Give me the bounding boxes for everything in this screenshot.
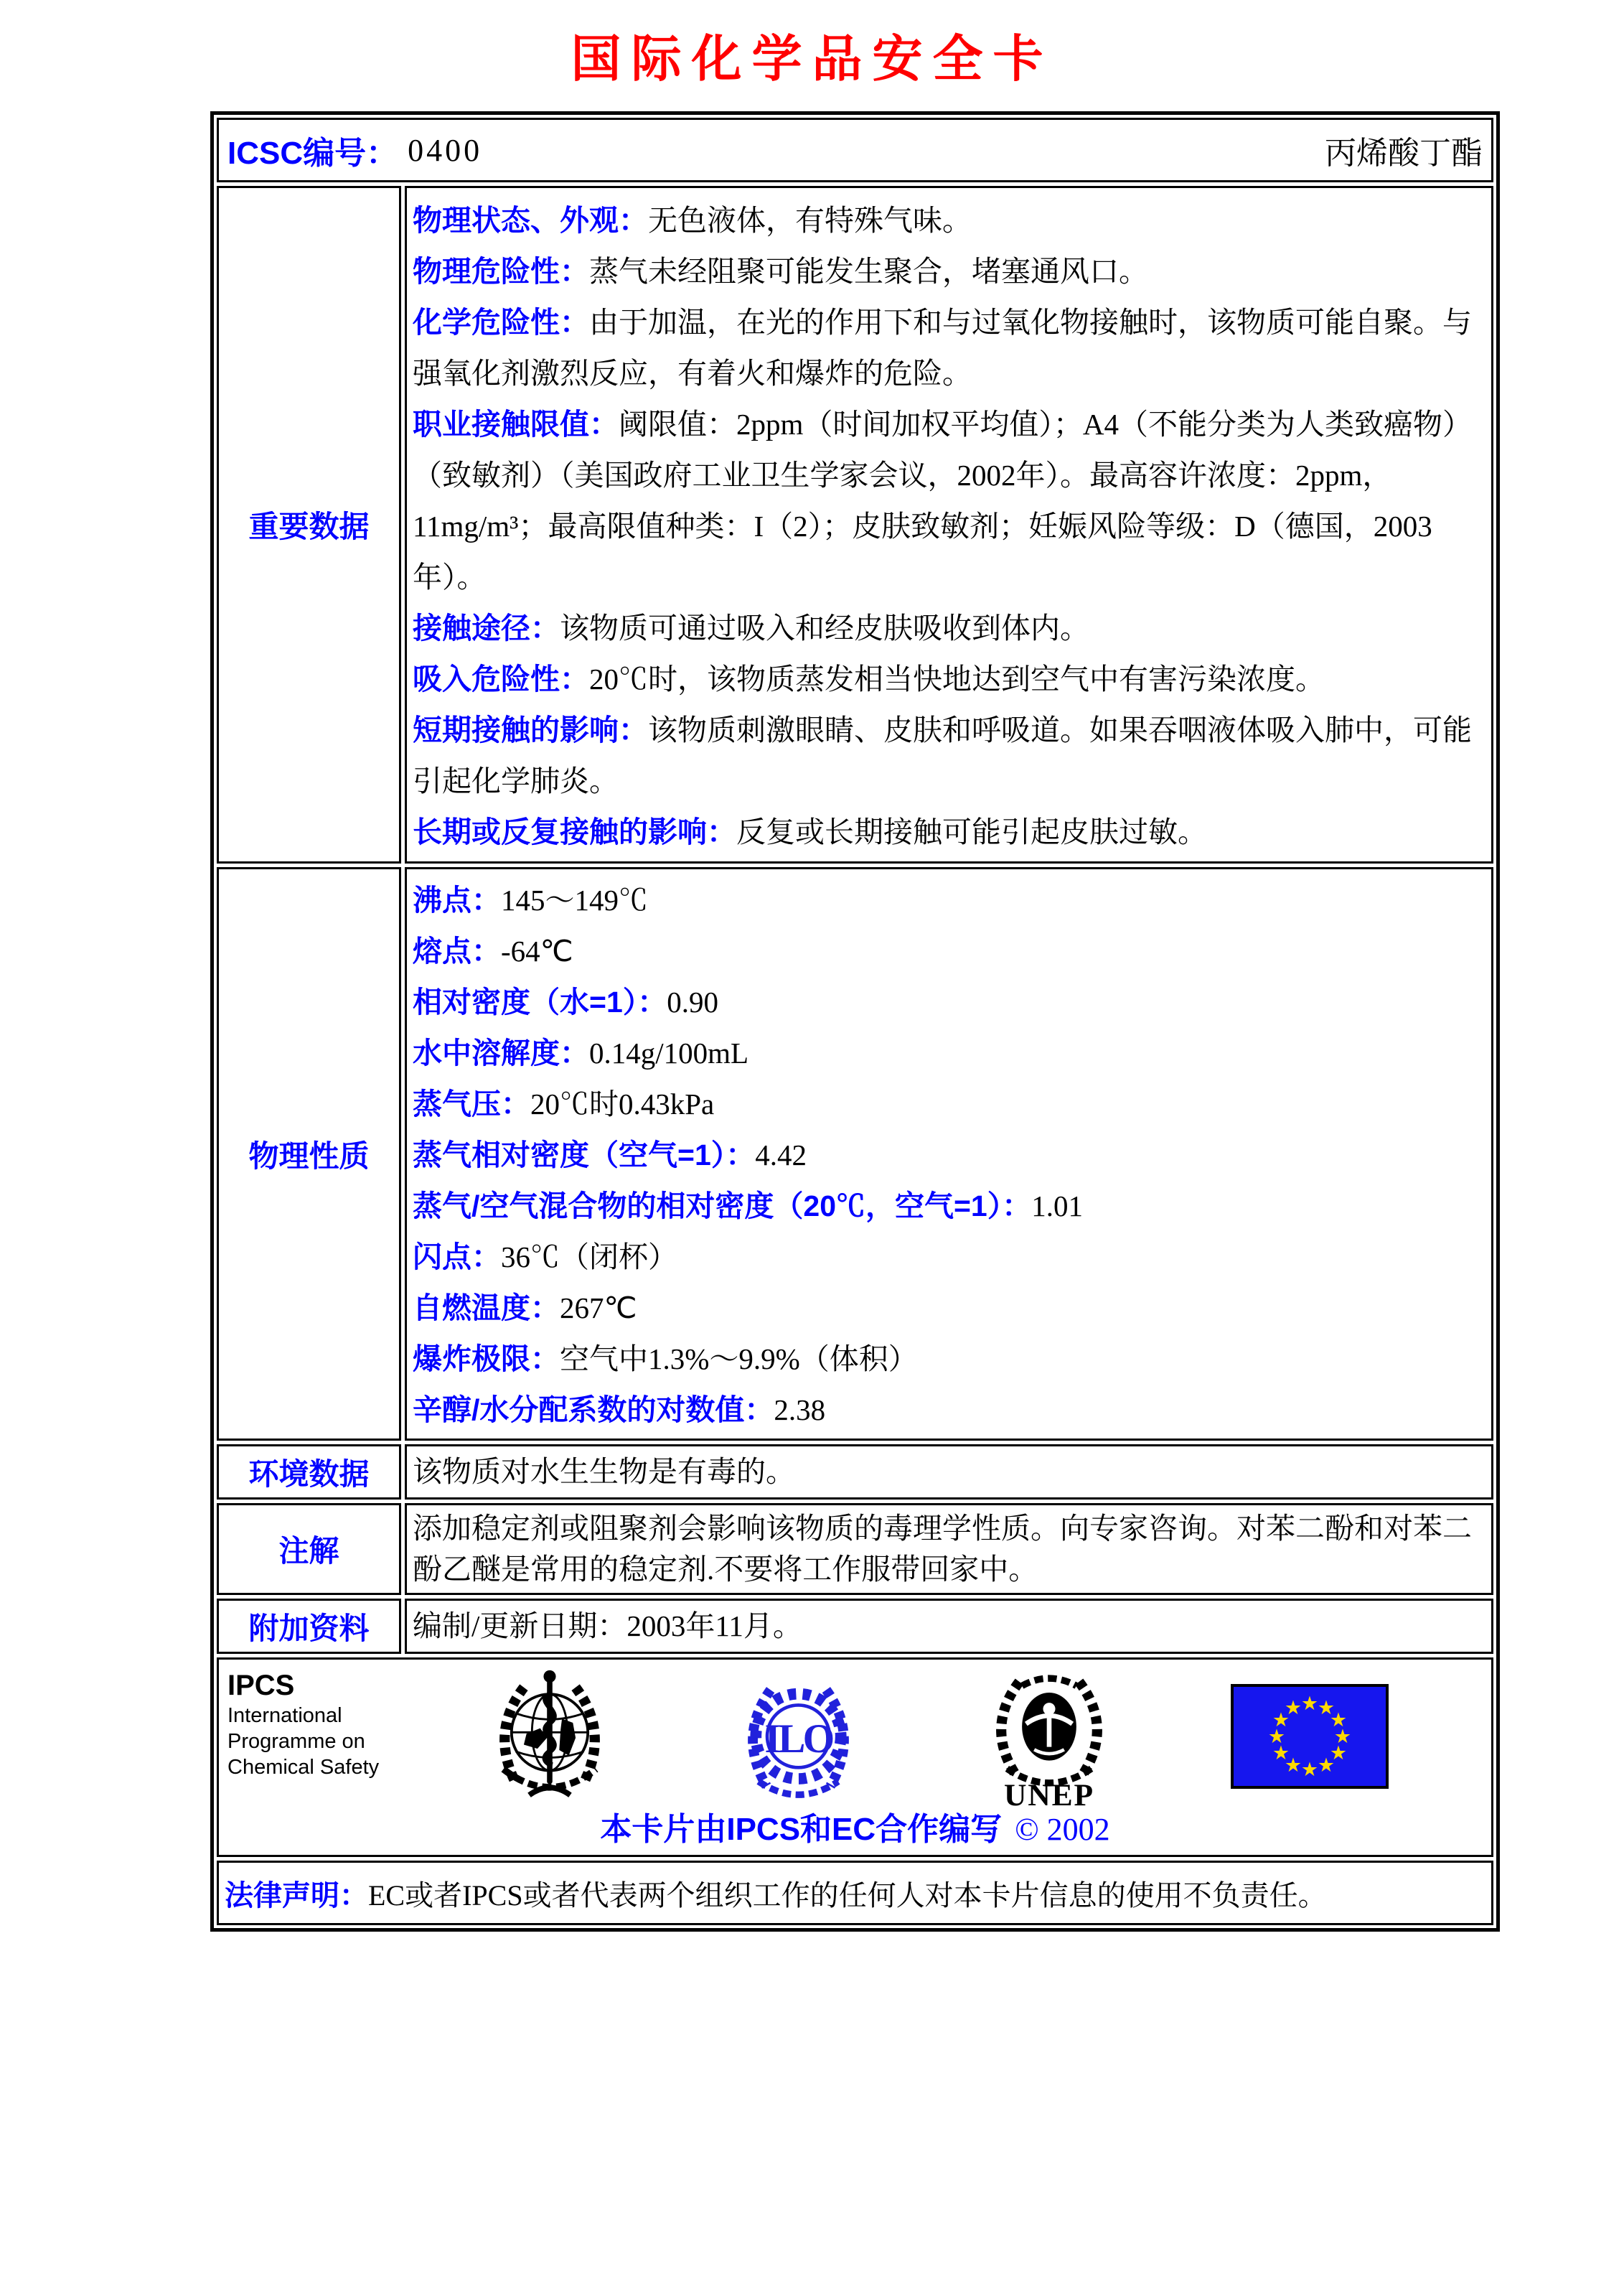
physical-properties-section-label: 物理性质 — [217, 867, 401, 1441]
svg-text:★: ★ — [1300, 1693, 1319, 1715]
physical-property-item — [413, 875, 1484, 926]
important-data-item — [413, 807, 1484, 858]
unep-logo-icon — [981, 1667, 1117, 1819]
item-label: 熔点： — [413, 935, 501, 968]
additional-info-content — [405, 1599, 1493, 1654]
item-label: 蒸气压： — [413, 1087, 530, 1121]
notes-section-label: 注解 — [217, 1503, 401, 1595]
ipcs-acronym: IPCS — [227, 1670, 295, 1701]
important-data-item — [413, 399, 1484, 603]
svg-text:★: ★ — [1272, 1742, 1290, 1764]
ipcs-line: Chemical Safety — [227, 1756, 380, 1779]
icsc-number-label: ICSC编号： — [227, 136, 398, 171]
svg-text:★: ★ — [1272, 1709, 1290, 1731]
svg-text:★: ★ — [1284, 1697, 1303, 1719]
item-text: 2.38 — [774, 1393, 826, 1426]
header-cell — [217, 118, 1493, 182]
item-label: 物理危险性： — [413, 255, 589, 288]
item-label: 水中溶解度： — [413, 1037, 589, 1070]
item-label: 蒸气相对密度（空气=1）： — [413, 1138, 756, 1171]
additional-info-section-label: 附加资料 — [217, 1599, 401, 1654]
item-text: 蒸气未经阻聚可能发生聚合，堵塞通风口。 — [589, 255, 1148, 288]
physical-property-item — [413, 1232, 1484, 1283]
credit-text: 本卡片由IPCS和EC合作编写 — [600, 1812, 1003, 1847]
who-logo-icon — [482, 1665, 618, 1809]
item-label: 化学危险性： — [413, 306, 589, 339]
item-label: 吸入危险性： — [413, 663, 589, 696]
item-text: 该物质对水生生物是有毒的。 — [413, 1455, 795, 1488]
item-label: 自燃温度： — [413, 1291, 560, 1324]
item-text: 36℃（闭杯） — [501, 1240, 677, 1273]
physical-property-item — [413, 1079, 1484, 1130]
physical-property-item — [413, 1130, 1484, 1181]
item-text: 20℃时0.43kPa — [530, 1087, 715, 1121]
item-text: 0.14g/100mL — [589, 1037, 749, 1070]
environmental-data-section-label: 环境数据 — [217, 1444, 401, 1500]
ipcs-text-block — [227, 1668, 379, 1780]
physical-property-item — [413, 926, 1484, 977]
legal-cell — [217, 1861, 1493, 1925]
item-label: 辛醇/水分配系数的对数值： — [413, 1393, 774, 1426]
item-label: 相对密度（水=1）： — [413, 986, 667, 1019]
ilo-letters: ILO — [764, 1716, 832, 1762]
item-label: 长期或反复接触的影响： — [413, 815, 736, 848]
item-text: 由于加温，在光的作用下和与过氧化物接触时，该物质可能自聚。与强氧化剂激烈反应，有着火和爆炸的危险。 — [413, 306, 1472, 390]
physical-property-item — [413, 1028, 1484, 1079]
item-label: 接触途径： — [413, 612, 560, 645]
item-text: 4.42 — [755, 1138, 807, 1171]
svg-text:★: ★ — [1284, 1754, 1303, 1777]
item-text: 空气中1.3%～9.9%（体积） — [560, 1342, 918, 1375]
svg-text:★: ★ — [1267, 1726, 1286, 1748]
item-label: 闪点： — [413, 1240, 501, 1273]
physical-properties-content — [405, 867, 1493, 1441]
organizations-cell — [217, 1657, 1493, 1857]
important-data-item — [413, 246, 1484, 297]
svg-text:★: ★ — [1317, 1697, 1336, 1719]
svg-text:★: ★ — [1333, 1726, 1352, 1748]
physical-property-item — [413, 1283, 1484, 1334]
important-data-content — [405, 186, 1493, 864]
svg-text:★: ★ — [1329, 1742, 1348, 1764]
environmental-data-row — [217, 1444, 1493, 1500]
important-data-row — [217, 186, 1493, 864]
item-text: 0.90 — [667, 986, 718, 1019]
organizations-row — [217, 1657, 1493, 1857]
item-label: 短期接触的影响： — [413, 714, 648, 747]
additional-info-row — [217, 1599, 1493, 1654]
item-text: 145～149℃ — [501, 884, 648, 917]
legal-text: EC或者IPCS或者代表两个组织工作的任何人对本卡片信息的使用不负责任。 — [368, 1879, 1327, 1912]
environmental-data-content — [405, 1444, 1493, 1500]
ipcs-line: Programme on — [227, 1730, 365, 1753]
item-text: 反复或长期接触可能引起皮肤过敏。 — [736, 815, 1207, 848]
item-label: 职业接触限值： — [413, 408, 619, 441]
item-text: 1.01 — [1031, 1189, 1083, 1222]
page-title: 国际化学品安全卡 — [571, 32, 1053, 88]
eu-flag-icon — [1231, 1684, 1389, 1789]
physical-property-item — [413, 1181, 1484, 1232]
item-text: 20℃时，该物质蒸发相当快地达到空气中有害污染浓度。 — [589, 663, 1325, 696]
icsc-number-value: 0400 — [408, 132, 483, 168]
notes-row — [217, 1503, 1493, 1595]
physical-property-item — [413, 977, 1484, 1028]
important-data-section-label: 重要数据 — [217, 186, 401, 864]
unep-caption: UNEP — [1003, 1778, 1095, 1813]
item-label: 爆炸极限： — [413, 1342, 560, 1375]
item-label: 沸点： — [413, 884, 501, 917]
chemical-name: 丙烯酸丁酯 — [1325, 136, 1483, 171]
credit-year: © 2002 — [1015, 1812, 1110, 1847]
important-data-item — [413, 603, 1484, 654]
credit-line — [219, 1803, 1491, 1849]
item-text: 该物质刺激眼睛、皮肤和呼吸道。如果吞咽液体吸入肺中，可能引起化学肺炎。 — [413, 714, 1472, 797]
physical-properties-row — [217, 867, 1493, 1441]
svg-text:★: ★ — [1300, 1759, 1319, 1781]
item-label: 物理状态、外观： — [413, 204, 648, 237]
important-data-item — [413, 195, 1484, 246]
physical-property-item — [413, 1334, 1484, 1385]
icsc-card-table — [210, 111, 1500, 1932]
legal-row — [217, 1861, 1493, 1925]
header-row — [217, 118, 1493, 182]
item-text: 编制/更新日期：2003年11月。 — [413, 1609, 802, 1642]
physical-property-item — [413, 1385, 1484, 1436]
important-data-item — [413, 705, 1484, 807]
ipcs-line: International — [227, 1704, 342, 1727]
svg-text:★: ★ — [1329, 1709, 1348, 1731]
item-text: 添加稳定剂或阻聚剂会影响该物质的毒理学性质。向专家咨询。对苯二酚和对苯二酚乙醚是常用的稳定剂.不要将工作服带回家中。 — [413, 1512, 1472, 1586]
notes-content — [405, 1503, 1493, 1595]
item-text: 267℃ — [560, 1291, 637, 1324]
item-text: 阈限值：2ppm（时间加权平均值）；A4（不能分类为人类致癌物）（致敏剂）（美国政府工业卫生学家会议，2002年）。最高容许浓度：2ppm，11mg/m³；最高限值种类：I（2）；皮肤致敏剂；妊娠风险等级：D（德国，2003年）。 — [413, 408, 1472, 594]
item-label: 蒸气/空气混合物的相对密度（20℃，空气=1）： — [413, 1189, 1032, 1222]
svg-text:★: ★ — [1317, 1754, 1336, 1777]
item-text: 该物质可通过吸入和经皮肤吸收到体内。 — [560, 612, 1089, 645]
item-text: -64℃ — [501, 935, 573, 968]
ilo-logo-icon — [732, 1670, 865, 1810]
important-data-item — [413, 654, 1484, 705]
legal-label: 法律声明： — [225, 1879, 368, 1912]
important-data-item — [413, 297, 1484, 399]
item-text: 无色液体，有特殊气味。 — [648, 204, 972, 237]
